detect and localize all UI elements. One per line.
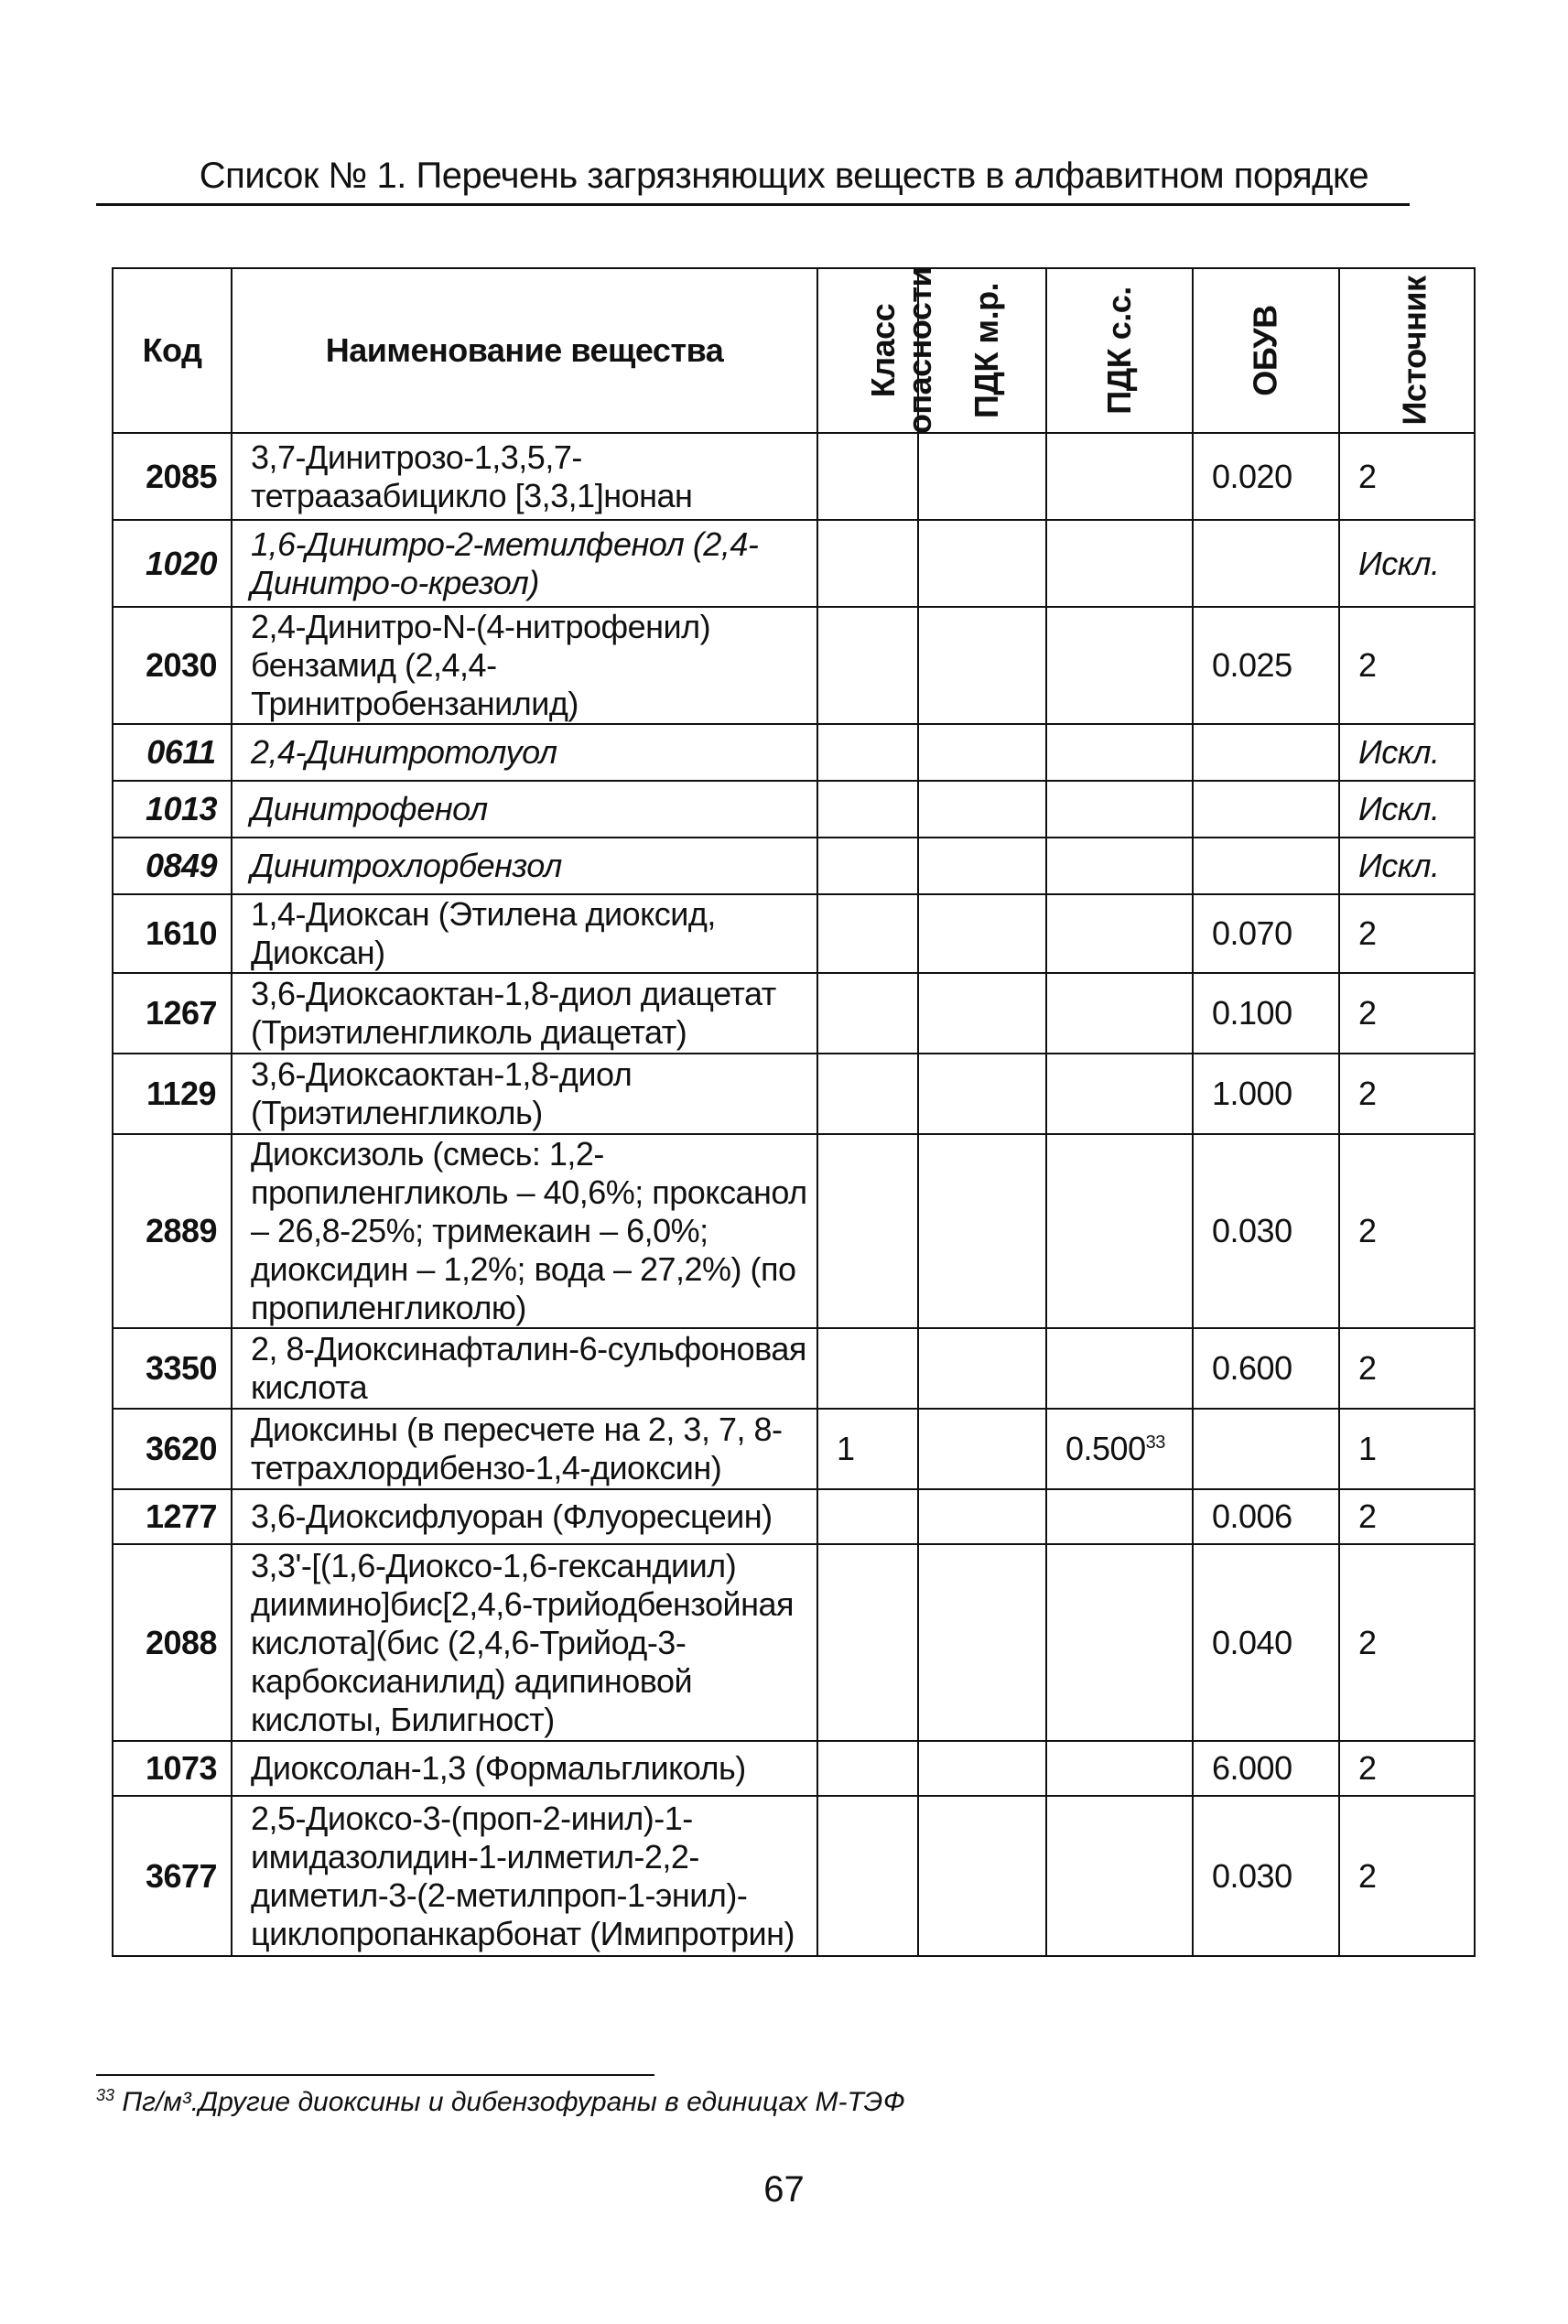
cell-class <box>817 1796 918 1956</box>
cell-class <box>817 1741 918 1796</box>
substances-table <box>112 267 1476 1957</box>
cell-source: 2 <box>1339 1328 1475 1409</box>
cell-obuv: 0.025 <box>1193 607 1339 724</box>
cell-code: 1129 <box>113 1054 232 1134</box>
header-source: Источник <box>1339 268 1475 433</box>
cell-code: 3677 <box>113 1796 232 1956</box>
cell-pdk-ss <box>1046 724 1193 781</box>
cell-pdk-ss <box>1046 973 1193 1054</box>
cell-class <box>817 724 918 781</box>
cell-name: Диоксолан-1,3 (Формальгликоль) <box>232 1741 817 1796</box>
cell-pdk-mr <box>918 894 1046 973</box>
cell-class <box>817 1328 918 1409</box>
cell-obuv <box>1193 838 1339 894</box>
cell-source: 1 <box>1339 1409 1475 1489</box>
table-row <box>113 838 1475 894</box>
cell-class <box>817 781 918 838</box>
cell-code: 2085 <box>113 433 232 520</box>
cell-code: 2030 <box>113 607 232 724</box>
header-code: Код <box>113 268 232 433</box>
cell-obuv <box>1193 724 1339 781</box>
pdk-ss-value: 0.500 <box>1065 1430 1146 1467</box>
cell-pdk-mr <box>918 1409 1046 1489</box>
cell-pdk-ss <box>1046 894 1193 973</box>
cell-pdk-ss <box>1046 520 1193 607</box>
table-row <box>113 433 1475 520</box>
cell-class <box>817 973 918 1054</box>
header-obuv: ОБУВ <box>1193 268 1339 433</box>
table-row <box>113 1489 1475 1544</box>
table-row <box>113 607 1475 724</box>
cell-pdk-ss <box>1046 1741 1193 1796</box>
table-row <box>113 1796 1475 1956</box>
table-row <box>113 1409 1475 1489</box>
cell-code: 0611 <box>113 724 232 781</box>
header-class <box>817 266 939 434</box>
cell-code: 3350 <box>113 1328 232 1409</box>
cell-name: 2,4-Динитротолуол <box>232 724 817 781</box>
cell-code: 0849 <box>113 838 232 894</box>
cell-name: 2,5-Диоксо-3-(проп-2-инил)-1-имидазолидин-1-илметил-2,2-диметил-3-(2-метилпроп-1-энил)-циклопропанкарбонат (Имипротрин) <box>232 1796 817 1956</box>
cell-pdk-mr <box>918 838 1046 894</box>
cell-source: Искл. <box>1339 520 1475 607</box>
cell-obuv: 0.030 <box>1193 1796 1339 1956</box>
cell-name: 2,4-Динитро-N-(4-нитрофенил) бензамид (2,4,4-Тринитробензанилид) <box>232 607 817 724</box>
page-title: Список № 1. Перечень загрязняющих веществ в алфавитном порядке <box>199 156 1369 196</box>
header-name: Наименование вещества <box>232 268 817 433</box>
cell-pdk-mr <box>918 433 1046 520</box>
table-row <box>113 1328 1475 1409</box>
cell-pdk-mr <box>918 724 1046 781</box>
cell-source: Искл. <box>1339 781 1475 838</box>
cell-source: 2 <box>1339 1054 1475 1134</box>
table-row <box>113 724 1475 781</box>
footnote-text: Пг/м³.Другие диоксины и дибензофураны в единицах М-ТЭФ <box>122 2087 905 2117</box>
cell-code: 1013 <box>113 781 232 838</box>
cell-obuv: 0.070 <box>1193 894 1339 973</box>
cell-pdk-ss <box>1046 1134 1193 1328</box>
cell-pdk-mr <box>918 781 1046 838</box>
cell-pdk-ss <box>1046 781 1193 838</box>
cell-obuv: 1.000 <box>1193 1054 1339 1134</box>
cell-obuv <box>1193 781 1339 838</box>
cell-source: 2 <box>1339 1489 1475 1544</box>
cell-class <box>817 1134 918 1328</box>
table-header-row <box>113 268 1475 433</box>
header-class-line2: опасности <box>901 266 939 434</box>
cell-obuv: 0.006 <box>1193 1489 1339 1544</box>
cell-pdk-mr <box>918 1328 1046 1409</box>
footnote <box>96 2087 905 2118</box>
cell-name: Динитрохлорбензол <box>232 838 817 894</box>
cell-name: 1,4-Диоксан (Этилена диоксид, Диоксан) <box>232 894 817 973</box>
cell-pdk-ss <box>1046 1054 1193 1134</box>
cell-source: 2 <box>1339 433 1475 520</box>
table-row <box>113 1544 1475 1741</box>
cell-obuv: 0.100 <box>1193 973 1339 1054</box>
cell-class <box>817 1544 918 1741</box>
cell-code: 3620 <box>113 1409 232 1489</box>
page-number: 67 <box>763 2169 805 2210</box>
cell-obuv: 6.000 <box>1193 1741 1339 1796</box>
cell-pdk-mr <box>918 1741 1046 1796</box>
cell-pdk-mr <box>918 1544 1046 1741</box>
cell-code: 1073 <box>113 1741 232 1796</box>
table-row <box>113 973 1475 1054</box>
cell-source: 2 <box>1339 1134 1475 1328</box>
cell-pdk-mr <box>918 1054 1046 1134</box>
cell-source: 2 <box>1339 1741 1475 1796</box>
header-pdk-ss: ПДК с.с. <box>1046 268 1193 433</box>
cell-code: 1610 <box>113 894 232 973</box>
cell-pdk-ss <box>1046 1544 1193 1741</box>
table-row <box>113 1741 1475 1796</box>
cell-class: 1 <box>817 1409 918 1489</box>
cell-name: 3,6-Диоксаоктан-1,8-диол диацетат (Триэтиленгликоль диацетат) <box>232 973 817 1054</box>
cell-class <box>817 1054 918 1134</box>
cell-obuv: 0.600 <box>1193 1328 1339 1409</box>
cell-obuv <box>1193 520 1339 607</box>
cell-name: Динитрофенол <box>232 781 817 838</box>
cell-class <box>817 1489 918 1544</box>
cell-class <box>817 838 918 894</box>
footnote-ref: 33 <box>1145 1432 1165 1453</box>
cell-obuv: 0.030 <box>1193 1134 1339 1328</box>
table-row <box>113 781 1475 838</box>
cell-pdk-mr <box>918 1134 1046 1328</box>
cell-pdk-ss <box>1046 1489 1193 1544</box>
title-rule <box>96 203 1410 206</box>
cell-name: 3,3'-[(1,6-Диоксо-1,6-гександиил) диимино]бис[2,4,6-трийодбензойная кислота](бис (2,4,6-Трийод-3-карбоксианилид) адипиновой кислоты, Билигност) <box>232 1544 817 1741</box>
cell-pdk-ss <box>1046 607 1193 724</box>
cell-pdk-mr <box>918 973 1046 1054</box>
cell-source: Искл. <box>1339 724 1475 781</box>
cell-pdk-ss <box>1046 1328 1193 1409</box>
cell-pdk-ss <box>1046 838 1193 894</box>
cell-name: 3,6-Диоксаоктан-1,8-диол (Триэтиленгликоль) <box>232 1054 817 1134</box>
cell-name: 1,6-Динитро-2-метилфенол (2,4-Динитро-о-крезол) <box>232 520 817 607</box>
cell-pdk-mr <box>918 520 1046 607</box>
cell-source: 2 <box>1339 607 1475 724</box>
cell-pdk-ss <box>1046 1409 1193 1489</box>
cell-pdk-mr <box>918 1796 1046 1956</box>
cell-obuv: 0.020 <box>1193 433 1339 520</box>
cell-obuv <box>1193 1409 1339 1489</box>
cell-source: 2 <box>1339 894 1475 973</box>
cell-class <box>817 433 918 520</box>
cell-source: Искл. <box>1339 838 1475 894</box>
cell-code: 2889 <box>113 1134 232 1328</box>
cell-pdk-mr <box>918 1489 1046 1544</box>
table-row <box>113 1134 1475 1328</box>
cell-name: 3,6-Диоксифлуоран (Флуоресцеин) <box>232 1489 817 1544</box>
table-row <box>113 894 1475 973</box>
cell-class <box>817 607 918 724</box>
header-class-line1: Класс <box>864 303 903 397</box>
cell-code: 1277 <box>113 1489 232 1544</box>
cell-class <box>817 520 918 607</box>
footnote-rule <box>96 2074 654 2076</box>
table-row <box>113 520 1475 607</box>
cell-obuv: 0.040 <box>1193 1544 1339 1741</box>
cell-name: 3,7-Динитрозо-1,3,5,7-тетраазабицикло [3,3,1]нонан <box>232 433 817 520</box>
footnote-mark: 33 <box>96 2086 115 2104</box>
cell-class <box>817 894 918 973</box>
cell-code: 1020 <box>113 520 232 607</box>
cell-pdk-ss <box>1046 433 1193 520</box>
cell-name: 2, 8-Диоксинафталин-6-сульфоновая кислота <box>232 1328 817 1409</box>
cell-name: Диоксизоль (смесь: 1,2-пропиленгликоль – 40,6%; проксанол – 26,8-25%; тримекаин – 6,0%; диоксидин – 1,2%; вода – 27,2%) (по пропиленгликолю) <box>232 1134 817 1328</box>
cell-source: 2 <box>1339 1796 1475 1956</box>
cell-pdk-ss <box>1046 1796 1193 1956</box>
cell-source: 2 <box>1339 973 1475 1054</box>
cell-code: 2088 <box>113 1544 232 1741</box>
cell-pdk-mr <box>918 607 1046 724</box>
cell-source: 2 <box>1339 1544 1475 1741</box>
header-pdk-mr: ПДК м.р. <box>918 268 1046 433</box>
cell-code: 1267 <box>113 973 232 1054</box>
table-row <box>113 1054 1475 1134</box>
cell-name: Диоксины (в пересчете на 2, 3, 7, 8-тетрахлордибензо-1,4-диоксин) <box>232 1409 817 1489</box>
